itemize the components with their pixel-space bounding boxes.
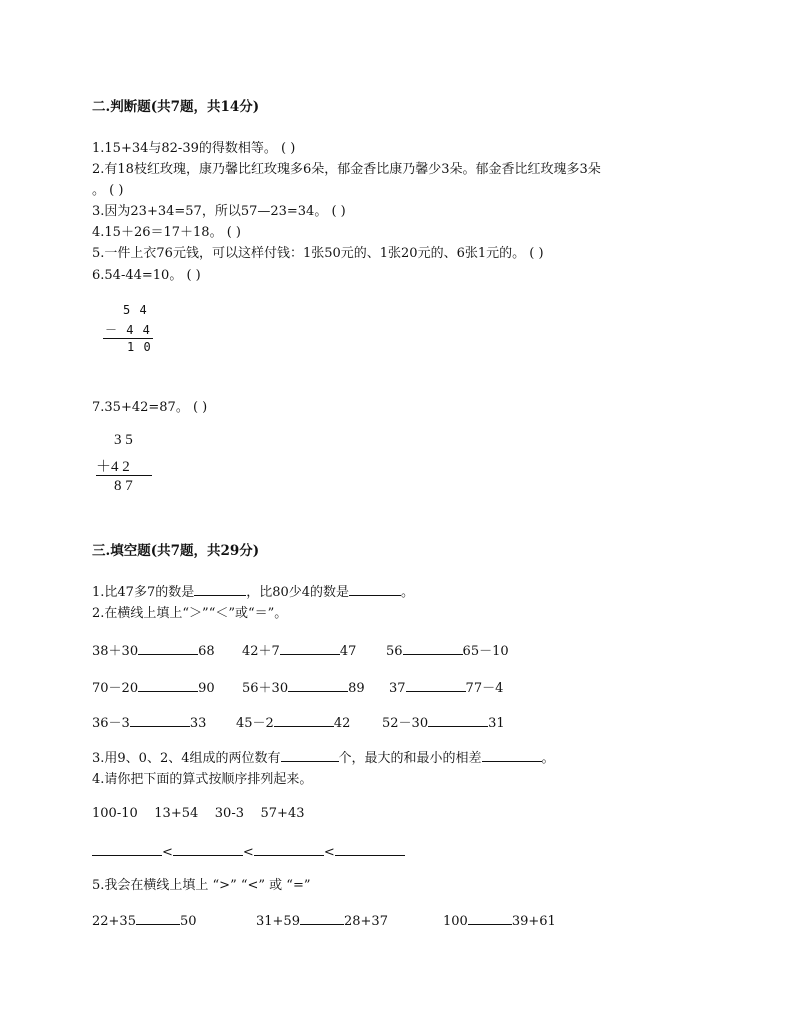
question-3-1-text-b: ，比80少4的数是 xyxy=(246,585,350,600)
question-2-4: 4.15＋26＝17＋18。 ( ) xyxy=(92,225,241,240)
compare-item xyxy=(92,712,206,731)
answer-blank[interactable] xyxy=(173,843,243,856)
question-3-2: 2.在横线上填上“＞”“＜”或“＝”。 xyxy=(92,606,288,621)
question-2-2-cont: 。 ( ) xyxy=(92,183,124,198)
less-than-sign: < xyxy=(242,845,254,860)
answer-blank[interactable] xyxy=(288,679,348,692)
answer-blank[interactable] xyxy=(254,843,324,856)
vertical-calc-2-top: 3 5 xyxy=(114,432,133,448)
compare-left: 37 xyxy=(389,681,406,696)
section2-heading: 二.判断题(共7题，共14分) xyxy=(92,99,260,115)
compare-left: 22+35 xyxy=(92,914,136,929)
compare-left: 100 xyxy=(443,914,468,929)
question-3-5: 5.我会在横线上填上 “>” “<” 或 “=” xyxy=(92,878,311,893)
compare-left: 52－30 xyxy=(382,716,429,731)
question-3-3-text-b: 个，最大的和最小的相差 xyxy=(338,751,482,766)
answer-blank[interactable] xyxy=(130,714,190,727)
compare-item xyxy=(92,677,215,696)
compare-right: 47 xyxy=(339,644,357,659)
compare-right: 68 xyxy=(198,644,215,659)
compare-left: 45－2 xyxy=(236,716,274,731)
compare-item xyxy=(386,640,509,659)
compare-item xyxy=(389,677,503,696)
question-3-3 xyxy=(92,747,555,766)
answer-blank[interactable] xyxy=(138,642,198,655)
question-2-3: 3.因为23+34=57，所以57—23=34。 ( ) xyxy=(92,204,346,219)
compare-right: 28+37 xyxy=(343,914,388,929)
question-3-1-text-a: 1.比47多7的数是 xyxy=(92,585,195,600)
compare-item xyxy=(242,640,356,659)
expressions-list: 100-10 13+54 30-3 57+43 xyxy=(92,806,305,821)
vertical-calc-1-mid: － 4 4 xyxy=(105,323,151,337)
compare-left: 42＋7 xyxy=(242,644,280,659)
compare-item xyxy=(92,912,197,929)
vertical-calc-1-rule xyxy=(103,338,153,339)
compare-item xyxy=(92,640,215,659)
vertical-calc-2-mid: ＋4 2 xyxy=(96,459,130,475)
compare-left: 56＋30 xyxy=(242,681,289,696)
answer-blank[interactable] xyxy=(194,583,246,596)
compare-right: 90 xyxy=(198,681,215,696)
compare-right: 33 xyxy=(189,716,207,731)
answer-blank[interactable] xyxy=(406,679,466,692)
compare-right: 77－4 xyxy=(465,681,504,696)
vertical-calc-2-rule xyxy=(96,475,152,476)
question-3-3-text-a: 3.用9、0、2、4组成的两位数有 xyxy=(92,751,281,766)
answer-blank[interactable] xyxy=(403,642,463,655)
question-2-7: 7.35+42=87。 ( ) xyxy=(92,400,208,415)
question-2-5: 5.一件上衣76元钱，可以这样付钱：1张50元的、1张20元的、6张1元的。 ( ) xyxy=(92,246,544,261)
answer-blank[interactable] xyxy=(281,749,339,762)
vertical-calc-2-bot: 8 7 xyxy=(114,478,133,494)
answer-blank[interactable] xyxy=(300,912,344,925)
compare-left: 31+59 xyxy=(256,914,300,929)
answer-blank[interactable] xyxy=(482,749,542,762)
compare-left: 36－3 xyxy=(92,716,130,731)
compare-left: 38＋30 xyxy=(92,644,139,659)
answer-blank[interactable] xyxy=(92,843,162,856)
answer-blank[interactable] xyxy=(136,912,180,925)
question-2-2: 2.有18枝红玫瑰，康乃馨比红玫瑰多6朵，郁金香比康乃馨少3朵。郁金香比红玫瑰多3朵 xyxy=(92,162,601,177)
compare-left: 70－20 xyxy=(92,681,139,696)
compare-right: 65－10 xyxy=(462,644,509,659)
answer-blank[interactable] xyxy=(280,642,340,655)
question-2-6: 6.54-44=10。 ( ) xyxy=(92,268,201,283)
answer-blank[interactable] xyxy=(349,583,401,596)
compare-right: 39+61 xyxy=(511,914,556,929)
answer-blank[interactable] xyxy=(138,679,198,692)
question-3-1-text-c: 。 xyxy=(401,585,415,600)
answer-blank[interactable] xyxy=(274,714,334,727)
answer-blank[interactable] xyxy=(428,714,488,727)
compare-right: 89 xyxy=(348,681,365,696)
less-than-sign: < xyxy=(162,845,173,860)
compare-item xyxy=(242,677,365,696)
ordering-line xyxy=(92,843,405,860)
compare-item xyxy=(236,712,350,731)
compare-item xyxy=(382,712,505,731)
vertical-calc-1-top: 5 4 xyxy=(123,303,148,317)
compare-item xyxy=(443,912,556,929)
compare-right: 31 xyxy=(488,716,505,731)
compare-left: 56 xyxy=(386,644,403,659)
section3-heading: 三.填空题(共7题，共29分) xyxy=(92,543,260,559)
question-3-1 xyxy=(92,581,414,600)
compare-right: 50 xyxy=(179,914,197,929)
question-2-1: 1.15+34与82-39的得数相等。 ( ) xyxy=(92,141,296,156)
vertical-calc-1-bot: 1 0 xyxy=(127,340,152,354)
answer-blank[interactable] xyxy=(335,843,405,856)
answer-blank[interactable] xyxy=(468,912,512,925)
question-3-4: 4.请你把下面的算式按顺序排列起来。 xyxy=(92,772,313,787)
compare-right: 42 xyxy=(333,716,351,731)
less-than-sign: < xyxy=(323,845,335,860)
question-3-3-text-c: 。 xyxy=(541,751,555,766)
compare-item xyxy=(256,912,388,929)
